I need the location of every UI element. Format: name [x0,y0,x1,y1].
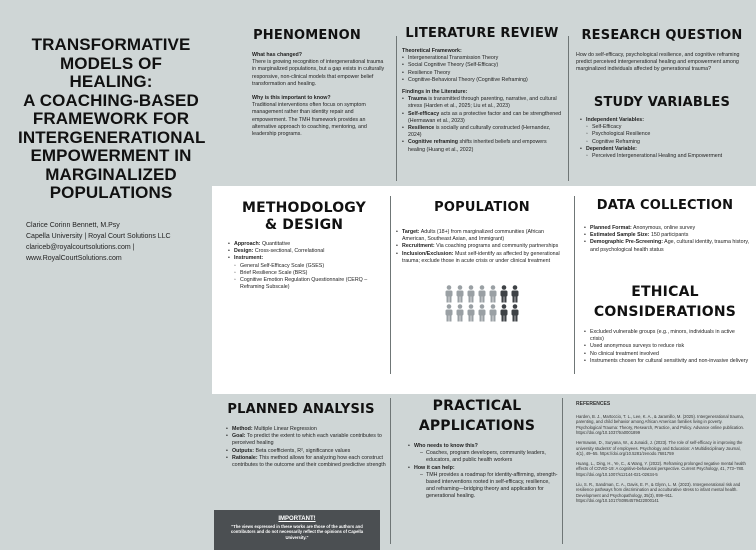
list-item: • Instrument: [228,255,386,262]
list-item: – Coaches, program developers, community leaders, educators, and public health workers [408,450,558,464]
title-line: INTERGENERATIONAL [18,127,206,147]
title-line: MODELS OF HEALING: [60,53,162,91]
phenomenon-q2: Why is this important to know? [252,95,331,102]
divider [390,196,391,374]
reference-item: Hermawan, D., Suryana, W., & Junaidi, J. (2023). The role of self-efficacy in improving the university students' of employees. Psychology and Education: A Multidisciplinary Journal, 4(1), 49–55. https://doi.org/10.5281/zenodo.7681759 [576,439,743,457]
list-item: • Used anonymous surveys to reduce risk [584,343,750,350]
list-item: • Independent Variables: [580,117,750,124]
data-collection-section [580,198,750,254]
person-icon [455,304,465,327]
list-item: • Resilience is socially and culturally constructed (Hernandez, 2024) [402,125,562,139]
list-item: • Inclusion/Exclusion: Must self-identify as affected by generational trauma; exclude those in acute crisis or under clinical treatment [396,251,568,265]
reference-item: Harden, B. J., Martoccio, T. L., Lee, K. A., & Jaramillo, M. (2025). Intergenerational trauma, parenting, and child behavior among African American families living in poverty. Psychological Trauma: Theory, Research, Practice, and Policy. Advance online publication. https://doi.org/10.1037/tra0001899 [576,413,745,436]
list-item: ◦ Cognitive Emotion Regulation Questionnaire (CERQ – Reframing Subscale) [228,277,386,291]
list-item: • Instruments chosen for cultural sensitivity and non-invasive delivery [584,358,750,365]
findings-label: Findings in the Literature: [402,89,468,96]
references-heading: REFERENCES [576,401,611,407]
list-item: • Approach: Quantitative [228,241,386,248]
phenomenon-p1: There is growing recognition of intergenerational trauma in marginalized populations, but a gap exists in culturally responsive, non-clinical models that empower belief transformation and healing. [252,59,385,87]
title-line: FRAMEWORK FOR [32,109,190,128]
list-item: • Estimated Sample Size: 150 participants [584,232,750,239]
list-item: • Rationale: This method allows for analyzing how each construct contributes to the outcome and their combined predictive strength [226,455,386,469]
list-item: • Target: Adults (18+) from marginalized communities (African American, Southeast Asian, and Immigrant) [396,229,568,243]
title-line: TRANSFORMATIVE [31,35,191,54]
author-name: Clarice Corinn Bennett, M.Psy [26,222,120,229]
divider [390,398,391,544]
important-text: "The views expressed in these works are those of the authors and contributors and do not necessarily reflect the opinions of Capella University." [230,524,364,540]
phenomenon-section [224,28,390,138]
ethical-section [580,284,750,365]
person-icon [499,304,509,327]
list-item: • Dependent Variable: [580,146,750,153]
person-icon [488,304,498,327]
list-item: • Cognitive-Behavioral Theory (Cognitive Reframing) [402,77,562,84]
practical-section [396,398,558,501]
reference-item: Liu, S. R., Sandman, C. A., Davis, E. P., & Glynn, L. M. (2023). Intergenerational risk and resilience pathways from discrimination and acculturative stress to infant mental health. Development and Psychopathology, 35(3), 899–911. https://doi.org/10.1017/S0954579422000141 [576,481,741,504]
list-item: • Excluded vulnerable groups (e.g., minors, individuals in active crisis) [584,329,750,343]
list-item: ◦ Brief Resilience Scale (BRS) [228,270,386,277]
methodology-section [222,200,386,291]
phenomenon-q1: What has changed? [252,52,303,58]
data-collection-heading: DATA COLLECTION [596,198,734,213]
person-icon [477,304,487,327]
research-question-heading: RESEARCH QUESTION [581,28,743,43]
list-item: • Intergenerational Transmission Theory [402,55,562,62]
list-item: ◦ General Self-Efficacy Scale (GSES) [228,263,386,270]
divider [568,36,569,181]
phenomenon-p2: Traditional interventions often focus on symptom management rather than identity repair and empowerment. The TMH framework provides an alternative approach to coaching, mentoring, and leadership programs. [252,102,367,138]
title-line: MARGINALIZED [45,164,177,184]
reference-item: Huang, L., Ding, H., Ye, C., & Wang, Y. (2022). Reframing prolonged negative mental health effects of COVID-19: A cognitive-behavioral perspective. Current Psychology, 41, 773–780. https://doi.org/10.1007/s12144-021-02634-5 [576,460,746,477]
person-icon [444,304,454,327]
title-line: POPULATIONS [49,183,173,202]
list-item: • Outputs: Beta coefficients, R², significance values [226,448,386,455]
study-variables-section [574,95,750,160]
references-section [576,402,748,508]
list-item: • Goal: To predict the extent to which each variable contributes to perceived healing [226,433,386,447]
poster-title [18,36,204,203]
planned-analysis-heading: PLANNED ANALYSIS [227,402,375,417]
population-section [396,200,568,323]
list-item: • Social Cognitive Theory (Self-Efficacy) [402,62,562,69]
list-item: – TMH provides a roadmap for identity-affirming, strength-based interventions rooted in self-efficacy, resilience, and reframing—bridging theory and application for generational healing. [408,472,558,501]
author-website[interactable]: www.RoyalCourtSolutions.com [26,255,122,262]
title-line: EMPOWERMENT IN [30,146,192,165]
person-icon [510,304,520,327]
literature-heading: LITERATURE REVIEW [405,26,559,41]
literature-section [402,26,562,154]
title-line: A COACHING-BASED [23,90,199,110]
author-block [26,220,212,264]
framework-label: Theoretical Framework: [402,48,462,54]
research-question-text: How do self-efficacy, psychological resilience, and cognitive reframing predict perceived intergenerational healing and empowerment among marginalized individuals affected by generational trauma? [576,52,740,73]
study-variables-heading: STUDY VARIABLES [593,95,731,110]
list-item: • Trauma is transmitted through parenting, narrative, and cultural stress (Harden et al., 2025; Liu et al., 2023) [402,96,562,110]
divider [562,398,563,544]
author-email[interactable]: clariceb@royalcourtsolutions.com | [26,244,135,251]
phenomenon-heading: PHENOMENON [253,28,361,43]
list-item: • Method: Multiple Linear Regression [226,426,386,433]
methodology-heading: METHODOLOGY & DESIGN [241,200,367,233]
list-item: • Recruitment: Via coaching programs and community partnerships [396,243,568,250]
list-item: • Who needs to know this? [408,443,558,450]
list-item: ◦ Psychological Resilience [580,131,750,138]
list-item: • Cognitive reframing shifts inherited beliefs and empowers healing (Huang et al., 2022) [402,139,562,153]
list-item: ◦ Perceived Intergenerational Healing and Empowerment [580,153,750,160]
author-affiliation: Capella University | Royal Court Solutions LLC [26,233,171,240]
population-icon-grid [396,285,568,323]
list-item: ◦ Self-Efficacy [580,124,750,131]
list-item: • How it can help: [408,465,558,472]
ethical-heading: ETHICAL CONSIDERATIONS [593,284,737,320]
list-item: • Design: Cross-sectional, Correlational [228,248,386,255]
list-item: • Demographic Pre-Screening: Age, cultural identity, trauma history, and psychological health status [584,239,750,253]
planned-analysis-section [216,402,386,469]
population-heading: POPULATION [434,200,530,215]
practical-heading: PRACTICAL APPLICATIONS [418,398,536,434]
list-item: ◦ Cognitive Reframing [580,139,750,146]
list-item: • Resilience Theory [402,70,562,77]
list-item: • Planned Format: Anonymous, online survey [584,225,750,232]
divider [574,196,575,374]
important-notice [214,510,380,550]
person-icon [466,304,476,327]
research-question-section [574,28,750,74]
important-heading: IMPORTANT! [278,516,316,522]
list-item: • Self-efficacy acts as a protective factor and can be strengthened (Hermawan et al., 2023) [402,111,562,125]
list-item: • No clinical treatment involved [584,351,750,358]
divider [396,36,397,181]
